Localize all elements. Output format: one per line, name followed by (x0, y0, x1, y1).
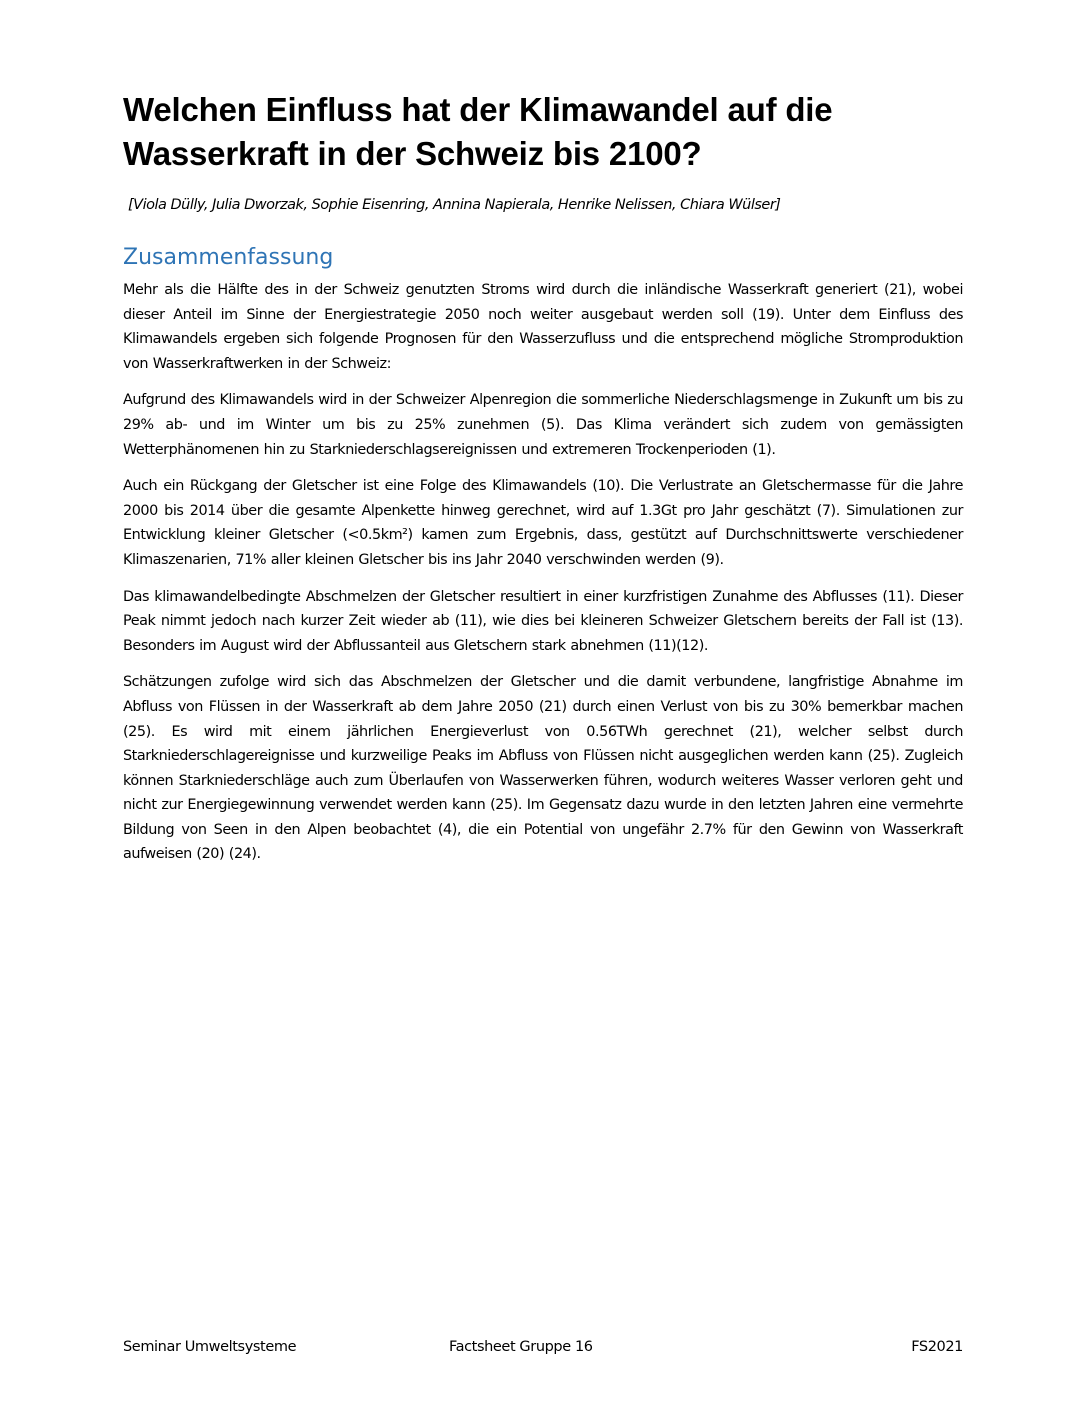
page-footer (123, 1335, 963, 1359)
document-title: Welchen Einfluss hat der Klimawandel auf die Wasserkraft in der Schweiz bis 2100? (123, 91, 833, 172)
paragraph-intro: Mehr als die Hälfte des in der Schweiz genutzten Stroms wird durch die inländische Wasserkraft generiert (21), wobei dieser Anteil im Sinne der Energiestrategie 2050 noch weiter ausgebaut werden soll (19). Unter dem Einfluss des Klimawandels ergeben sich folgende Prognosen für den Wasserzufluss und die entsprechend mögliche Stromproduktion von Wasserkraftwerken in der Schweiz: (123, 282, 963, 372)
author-list: [Viola Dülly, Julia Dworzak, Sophie Eisenring, Annina Napierala, Henrike Nelissen, Chiara Wülser] (128, 197, 781, 213)
paragraph-precipitation: Aufgrund des Klimawandels wird in der Schweizer Alpenregion die sommerliche Niederschlagsmenge in Zukunft um bis zu 29% ab- und im Winter um bis zu 25% zunehmen (5). Das Klima verändert sich zudem von gemässigten Wetterphänomenen hin zu Starkniederschlagsereignissen und extremeren Trockenperioden (1). (123, 392, 963, 458)
footer-factsheet: Factsheet Gruppe 16 (449, 1339, 593, 1355)
paragraph-hydropower-impact: Schätzungen zufolge wird sich das Abschmelzen der Gletscher und die damit verbundene, langfristige Abnahme im Abfluss von Flüssen in der Wasserkraft ab dem Jahre 2050 (21) durch einen Verlust von bis zu 30% bemerkbar machen (25). Es wird mit einem jährlichen Energieverlust von 0.56TWh gerechnet (21), welcher selbst durch Starkniederschlagereignisse und kurzweilige Peaks im Abfluss von Flüssen nicht ausgeglichen werden kann (25). Zugleich können Starkniederschläge auch zum Überlaufen von Wasserwerken führen, wodurch weiteres Wasser verloren geht und nicht zur Energiegewinnung verwendet werden kann (25). Im Gegensatz dazu wurde in den letzten Jahren eine vermehrte Bildung von Seen in den Alpen beobachtet (4), die ein Potential von ungefähr 2.7% für den Gewinn von Wasserkraft aufweisen (20) (24). (123, 674, 963, 863)
footer-course: Seminar Umweltsysteme (123, 1339, 297, 1355)
paragraph-runoff: Das klimawandelbedingte Abschmelzen der Gletscher resultiert in einer kurzfristigen Zunahme des Abflusses (11). Dieser Peak nimmt jedoch nach kurzer Zeit wieder ab (11), wie dies bei kleineren Schweizer Gletschern bereits der Fall ist (13). Besonders im August wird der Abflussanteil aus Gletschern stark abnehmen (11)(12). (123, 588, 963, 654)
paragraph-glacier-retreat: Auch ein Rückgang der Gletscher ist eine Folge des Klimawandels (10). Die Verlustrate an Gletschermasse für die Jahre 2000 bis 2014 über die gesamte Alpenkette hinweg gerechnet, wird auf 1.3Gt pro Jahr geschätzt (7). Simulationen zur Entwicklung kleiner Gletscher (<0.5km²) kamen zum Ergebnis, dass, gestützt auf Durchschnittswerte verschiedener Klimaszenarien, 71% aller kleinen Gletscher bis ins Jahr 2040 verschwinden werden (9). (123, 478, 963, 568)
footer-semester: FS2021 (911, 1339, 963, 1355)
summary-body (123, 278, 963, 879)
section-heading-zusammenfassung: Zusammenfassung (123, 245, 334, 270)
